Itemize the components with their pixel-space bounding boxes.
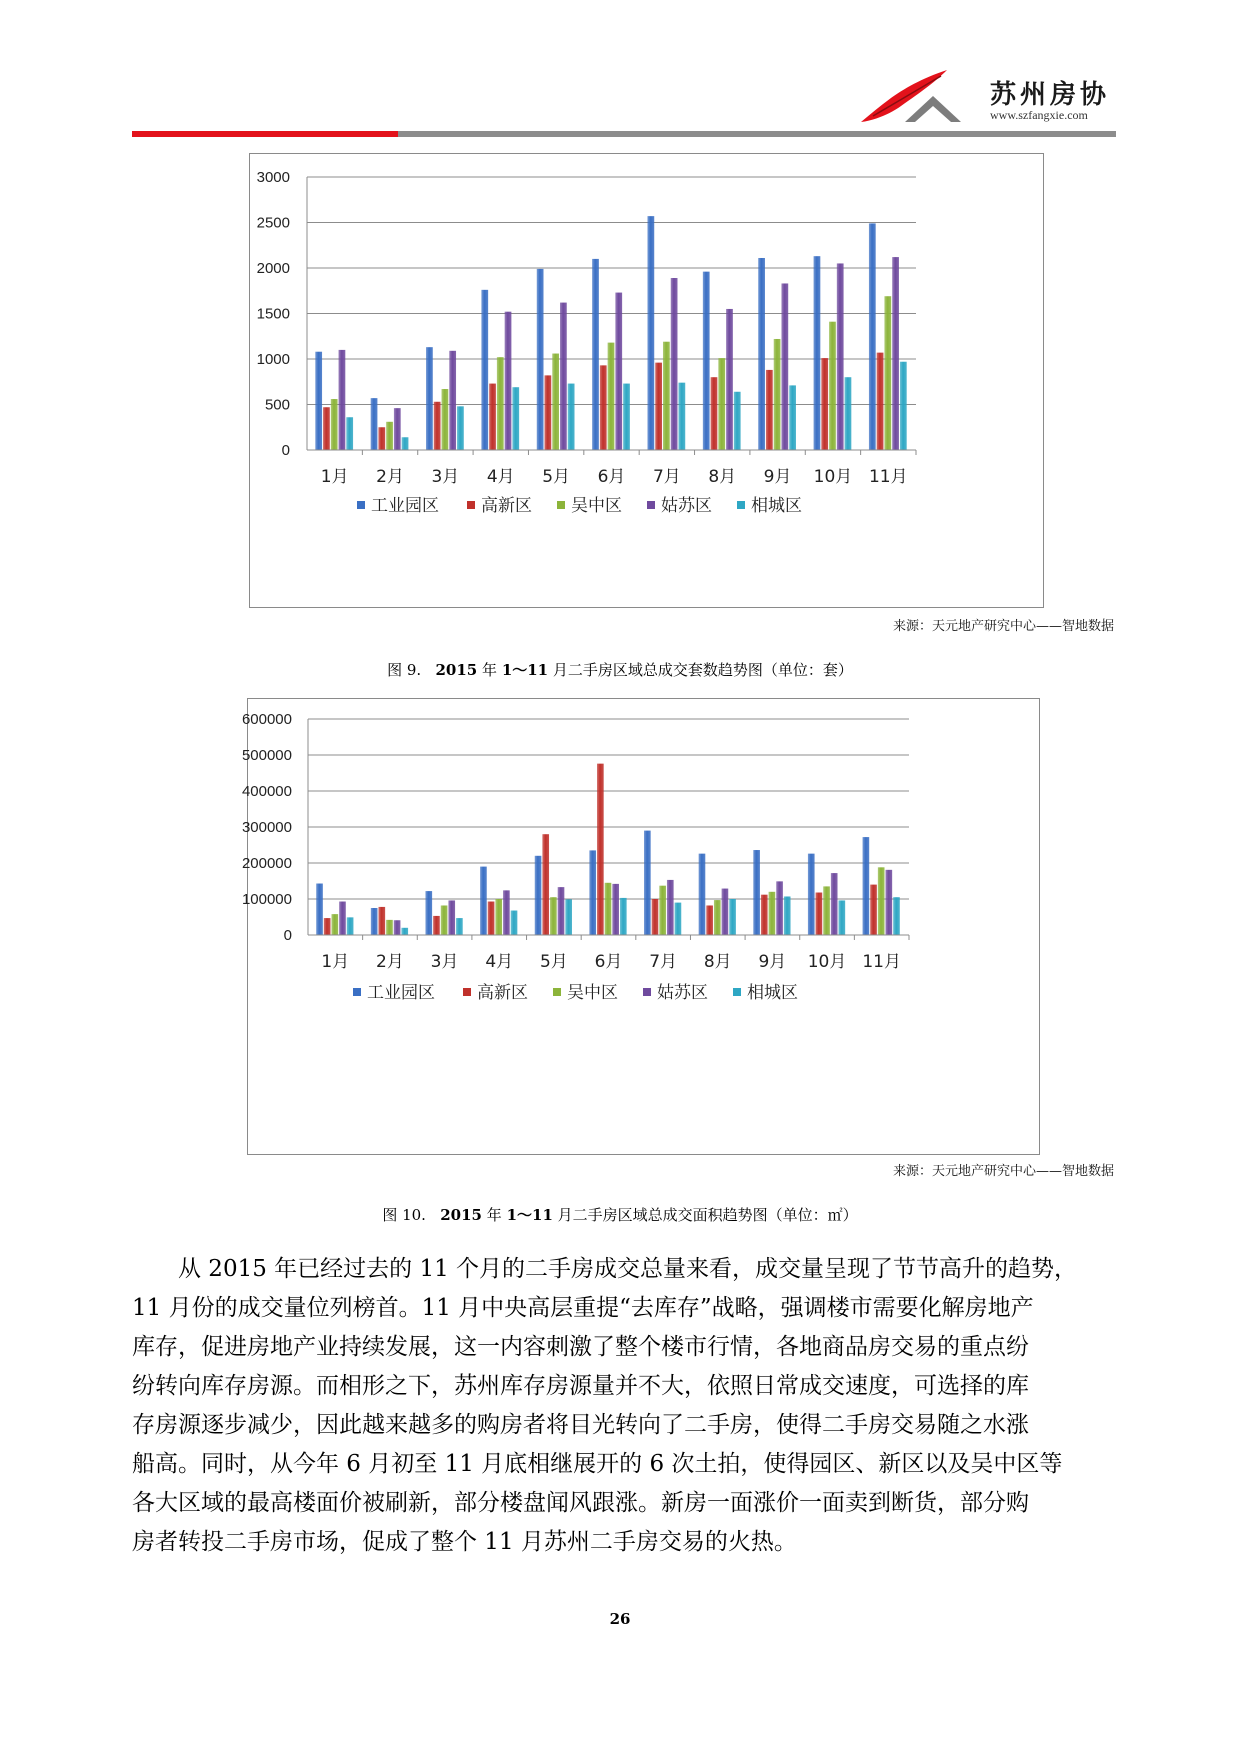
- bar-姑苏区-2月: [394, 408, 401, 450]
- legend-label: 高新区: [481, 496, 532, 516]
- legend-swatch: [357, 501, 365, 509]
- paragraph-line: 从 2015 年已经过去的 11 个月的二手房成交总量来看，成交量呈现了节节高升的趋势，: [132, 1256, 1078, 1282]
- figure9-caption-text1: 年: [482, 661, 498, 679]
- bar-相城区-8月: [734, 392, 741, 450]
- x-tick-label: 7月: [649, 952, 678, 972]
- bar-高新区-1月: [324, 918, 331, 935]
- x-tick-label: 8月: [708, 467, 737, 487]
- figure9-caption-year: 2015: [435, 661, 478, 679]
- bar-吴中区-6月: [605, 883, 612, 935]
- bar-高新区-11月: [877, 353, 884, 450]
- bar-相城区-6月: [620, 898, 627, 935]
- figure9-caption-range: 1～11: [501, 661, 549, 679]
- y-tick-label: 100000: [241, 891, 292, 908]
- bar-吴中区-8月: [718, 358, 725, 450]
- bar-姑苏区-2月: [394, 920, 401, 935]
- bar-工业园区-2月: [371, 398, 378, 450]
- bar-工业园区-2月: [371, 908, 378, 935]
- x-tick-label: 7月: [652, 467, 681, 487]
- bar-相城区-7月: [675, 903, 682, 935]
- paragraph-line: 各大区域的最高楼面价被刷新，部分楼盘闻风跟涨。新房一面涨价一面卖到断货，部分购: [132, 1490, 1029, 1516]
- bar-工业园区-11月: [869, 223, 876, 450]
- bar-姑苏区-6月: [615, 293, 622, 450]
- bar-高新区-8月: [706, 905, 713, 935]
- bar-高新区-7月: [652, 899, 659, 935]
- x-tick-label: 2月: [376, 467, 404, 487]
- bar-相城区-8月: [729, 899, 736, 935]
- bar-工业园区-5月: [535, 856, 542, 935]
- bar-工业园区-10月: [808, 854, 815, 935]
- legend-swatch: [643, 988, 651, 996]
- y-tick-label: 3000: [256, 169, 290, 186]
- bar-工业园区-11月: [863, 837, 870, 935]
- x-tick-label: 9月: [763, 467, 792, 487]
- bar-姑苏区-10月: [837, 263, 844, 450]
- bar-工业园区-3月: [426, 347, 433, 450]
- bar-高新区-9月: [761, 895, 768, 935]
- bar-相城区-7月: [678, 383, 685, 450]
- bar-相城区-6月: [623, 384, 630, 450]
- bar-吴中区-2月: [386, 422, 393, 450]
- x-tick-label: 1月: [321, 952, 350, 972]
- bar-姑苏区-4月: [503, 890, 510, 935]
- bar-姑苏区-1月: [339, 902, 346, 935]
- paragraph-line: 库存，促进房地产业持续发展，这一内容刺激了整个楼市行情，各地商品房交易的重点纷: [132, 1334, 1029, 1360]
- x-tick-label: 6月: [594, 952, 623, 972]
- bar-吴中区-5月: [550, 897, 557, 935]
- y-tick-label: 500000: [241, 747, 292, 764]
- bar-工业园区-4月: [480, 867, 487, 935]
- bar-工业园区-4月: [481, 290, 488, 450]
- bar-吴中区-7月: [659, 886, 666, 935]
- paragraph-line: 存房源逐步减少，因此越来越多的购房者将目光转向了二手房，使得二手房交易随之水涨: [132, 1412, 1029, 1438]
- x-tick-label: 9月: [758, 952, 787, 972]
- bar-相城区-2月: [402, 437, 409, 450]
- bar-工业园区-5月: [537, 269, 544, 450]
- bar-姑苏区-5月: [560, 303, 567, 450]
- bar-吴中区-8月: [714, 900, 721, 935]
- figure9-caption-prefix: 图 9.: [387, 661, 422, 679]
- bar-姑苏区-3月: [448, 900, 455, 935]
- figure10-caption-text1: 年: [486, 1206, 502, 1224]
- bar-吴中区-9月: [769, 892, 776, 935]
- x-tick-label: 11月: [868, 467, 908, 487]
- figure9-caption-text2: 月二手房区域总成交套数趋势图（单位：套）: [552, 661, 853, 679]
- x-tick-label: 10月: [807, 952, 847, 972]
- chart-transactions-count: [250, 154, 1043, 607]
- bar-姑苏区-6月: [612, 884, 619, 935]
- bar-姑苏区-8月: [722, 889, 729, 935]
- org-url: www.szfangxie.com: [990, 108, 1088, 122]
- x-tick-label: 4月: [485, 952, 514, 972]
- bar-吴中区-10月: [829, 322, 836, 450]
- bar-高新区-9月: [766, 370, 773, 450]
- legend-swatch: [733, 988, 741, 996]
- bar-工业园区-8月: [699, 854, 706, 935]
- x-tick-label: 5月: [542, 467, 571, 487]
- bar-相城区-5月: [565, 899, 572, 935]
- bar-吴中区-3月: [442, 389, 449, 450]
- y-tick-label: 400000: [241, 783, 292, 800]
- bar-吴中区-11月: [884, 296, 891, 450]
- bar-姑苏区-7月: [671, 278, 678, 450]
- bar-姑苏区-3月: [449, 351, 456, 450]
- bar-吴中区-11月: [878, 867, 885, 935]
- paragraph-line: 纷转向库存房源。而相形之下，苏州库存房源量并不大，依照日常成交速度，可选择的库: [132, 1373, 1029, 1399]
- bar-高新区-8月: [711, 377, 718, 450]
- bar-姑苏区-11月: [892, 257, 899, 450]
- org-name: 苏州房协: [990, 80, 1111, 110]
- paragraph-line: 船高。同时，从今年 6 月初至 11 月底相继展开的 6 次土拍，使得园区、新区以及吴中区等: [132, 1451, 1063, 1477]
- legend-swatch: [737, 501, 745, 509]
- x-tick-label: 5月: [539, 952, 568, 972]
- bar-相城区-2月: [401, 928, 408, 935]
- paragraph-line: 房者转投二手房市场，促成了整个 11 月苏州二手房交易的火热。: [132, 1529, 797, 1555]
- bar-高新区-6月: [600, 365, 607, 450]
- bar-高新区-2月: [378, 427, 385, 450]
- bar-相城区-1月: [347, 917, 354, 935]
- bar-高新区-3月: [434, 402, 441, 450]
- bar-工业园区-3月: [425, 891, 432, 935]
- header-rule-gray: [398, 131, 1116, 137]
- bar-高新区-5月: [542, 834, 549, 935]
- figure9-source: 来源：天元地产研究中心——智地数据: [892, 619, 1114, 634]
- x-tick-label: 1月: [320, 467, 349, 487]
- legend-label: 工业园区: [371, 496, 439, 516]
- legend-label: 吴中区: [571, 496, 622, 516]
- bar-高新区-6月: [597, 764, 604, 935]
- x-tick-label: 11月: [862, 952, 902, 972]
- bar-工业园区-9月: [753, 850, 760, 935]
- y-tick-label: 300000: [241, 819, 292, 836]
- legend-swatch: [353, 988, 361, 996]
- bar-工业园区-10月: [814, 256, 821, 450]
- bar-高新区-2月: [378, 907, 385, 935]
- chart-transactions-area: [241, 699, 1039, 1154]
- y-tick-label: 2500: [256, 214, 290, 232]
- bar-工业园区-9月: [758, 258, 765, 450]
- bar-高新区-4月: [488, 902, 495, 935]
- bar-相城区-5月: [568, 384, 575, 450]
- bar-姑苏区-11月: [886, 870, 893, 935]
- legend-label: 工业园区: [367, 983, 435, 1003]
- bar-相城区-3月: [456, 918, 463, 935]
- bar-相城区-10月: [845, 377, 852, 450]
- bar-工业园区-1月: [316, 884, 323, 935]
- x-tick-label: 3月: [431, 467, 460, 487]
- bar-姑苏区-8月: [726, 309, 733, 450]
- paragraph-line: 11 月份的成交量位列榜首。11 月中央高层重提“去库存”战略，强调楼市需要化解房地产: [132, 1295, 1034, 1321]
- bar-姑苏区-7月: [667, 880, 674, 935]
- bar-姑苏区-9月: [781, 283, 788, 450]
- bar-相城区-4月: [511, 911, 518, 935]
- bar-姑苏区-1月: [339, 350, 346, 450]
- x-tick-label: 2月: [376, 952, 404, 972]
- x-tick-label: 6月: [597, 467, 626, 487]
- bar-吴中区-6月: [608, 343, 615, 450]
- bar-相城区-3月: [457, 406, 464, 450]
- legend-swatch: [467, 501, 475, 509]
- bar-吴中区-4月: [497, 357, 504, 450]
- bar-相城区-1月: [346, 417, 353, 450]
- y-tick-label: 500: [264, 396, 290, 414]
- bar-姑苏区-9月: [776, 881, 783, 935]
- body-paragraph: [132, 1250, 1116, 1562]
- bar-工业园区-7月: [644, 831, 651, 935]
- legend-label: 相城区: [751, 496, 802, 516]
- bar-高新区-10月: [821, 358, 828, 450]
- figure10-caption: [0, 1204, 1240, 1225]
- y-tick-label: 0: [281, 442, 290, 459]
- chart-frame-figure10: [241, 698, 1040, 1155]
- y-tick-label: 1000: [256, 351, 290, 368]
- page-number: 26: [609, 1610, 631, 1628]
- legend-swatch: [553, 988, 561, 996]
- bar-工业园区-6月: [592, 259, 599, 450]
- bar-相城区-9月: [789, 385, 796, 450]
- x-tick-label: 4月: [486, 467, 515, 487]
- legend-label: 吴中区: [567, 983, 618, 1003]
- figure10-caption-text2: 月二手房区域总成交面积趋势图（单位：㎡）: [557, 1206, 858, 1224]
- bar-工业园区-8月: [703, 272, 710, 450]
- y-tick-label: 1500: [256, 305, 290, 323]
- legend-label: 相城区: [747, 983, 798, 1003]
- bar-吴中区-1月: [331, 914, 338, 935]
- bar-吴中区-9月: [774, 339, 781, 450]
- figure10-caption-range: 1～11: [506, 1206, 553, 1224]
- bar-吴中区-10月: [823, 886, 830, 935]
- bar-姑苏区-5月: [558, 887, 565, 935]
- figure10-caption-year: 2015: [440, 1206, 482, 1224]
- figure10-source: 来源：天元地产研究中心——智地数据: [892, 1164, 1114, 1179]
- chart-frame-figure9: [249, 153, 1044, 608]
- header-rule-red: [132, 131, 398, 137]
- bar-相城区-10月: [839, 900, 846, 935]
- y-tick-label: 0: [283, 927, 292, 944]
- bar-姑苏区-10月: [831, 873, 838, 935]
- legend-swatch: [557, 501, 565, 509]
- bar-高新区-1月: [323, 407, 330, 450]
- bar-高新区-5月: [545, 375, 552, 450]
- legend-label: 姑苏区: [661, 496, 712, 516]
- x-tick-label: 10月: [813, 467, 853, 487]
- bar-工业园区-7月: [647, 216, 654, 450]
- bar-吴中区-7月: [663, 342, 670, 450]
- legend-label: 高新区: [477, 983, 528, 1003]
- bar-工业园区-1月: [315, 352, 322, 450]
- legend-swatch: [647, 501, 655, 509]
- legend-label: 姑苏区: [657, 983, 708, 1003]
- x-tick-label: 8月: [703, 952, 732, 972]
- x-tick-label: 3月: [430, 952, 459, 972]
- bar-高新区-10月: [816, 893, 823, 935]
- bar-吴中区-1月: [331, 399, 338, 450]
- bar-相城区-11月: [900, 362, 907, 450]
- y-tick-label: 600000: [241, 711, 292, 728]
- y-tick-label: 200000: [241, 855, 292, 872]
- figure9-caption: [0, 659, 1240, 680]
- bar-吴中区-4月: [495, 899, 502, 935]
- bar-姑苏区-4月: [505, 312, 512, 450]
- bar-高新区-7月: [655, 363, 662, 450]
- bar-吴中区-5月: [552, 354, 559, 450]
- legend-swatch: [463, 988, 471, 996]
- figure10-caption-prefix: 图 10.: [382, 1206, 426, 1224]
- bar-吴中区-2月: [386, 920, 393, 935]
- bar-高新区-3月: [433, 916, 440, 935]
- bar-相城区-9月: [784, 896, 791, 935]
- bar-高新区-11月: [870, 885, 877, 935]
- y-tick-label: 2000: [256, 260, 290, 277]
- bar-相城区-4月: [512, 387, 519, 450]
- bar-工业园区-6月: [589, 850, 596, 935]
- bar-吴中区-3月: [441, 905, 448, 935]
- bar-高新区-4月: [489, 384, 496, 450]
- bar-相城区-11月: [893, 897, 900, 935]
